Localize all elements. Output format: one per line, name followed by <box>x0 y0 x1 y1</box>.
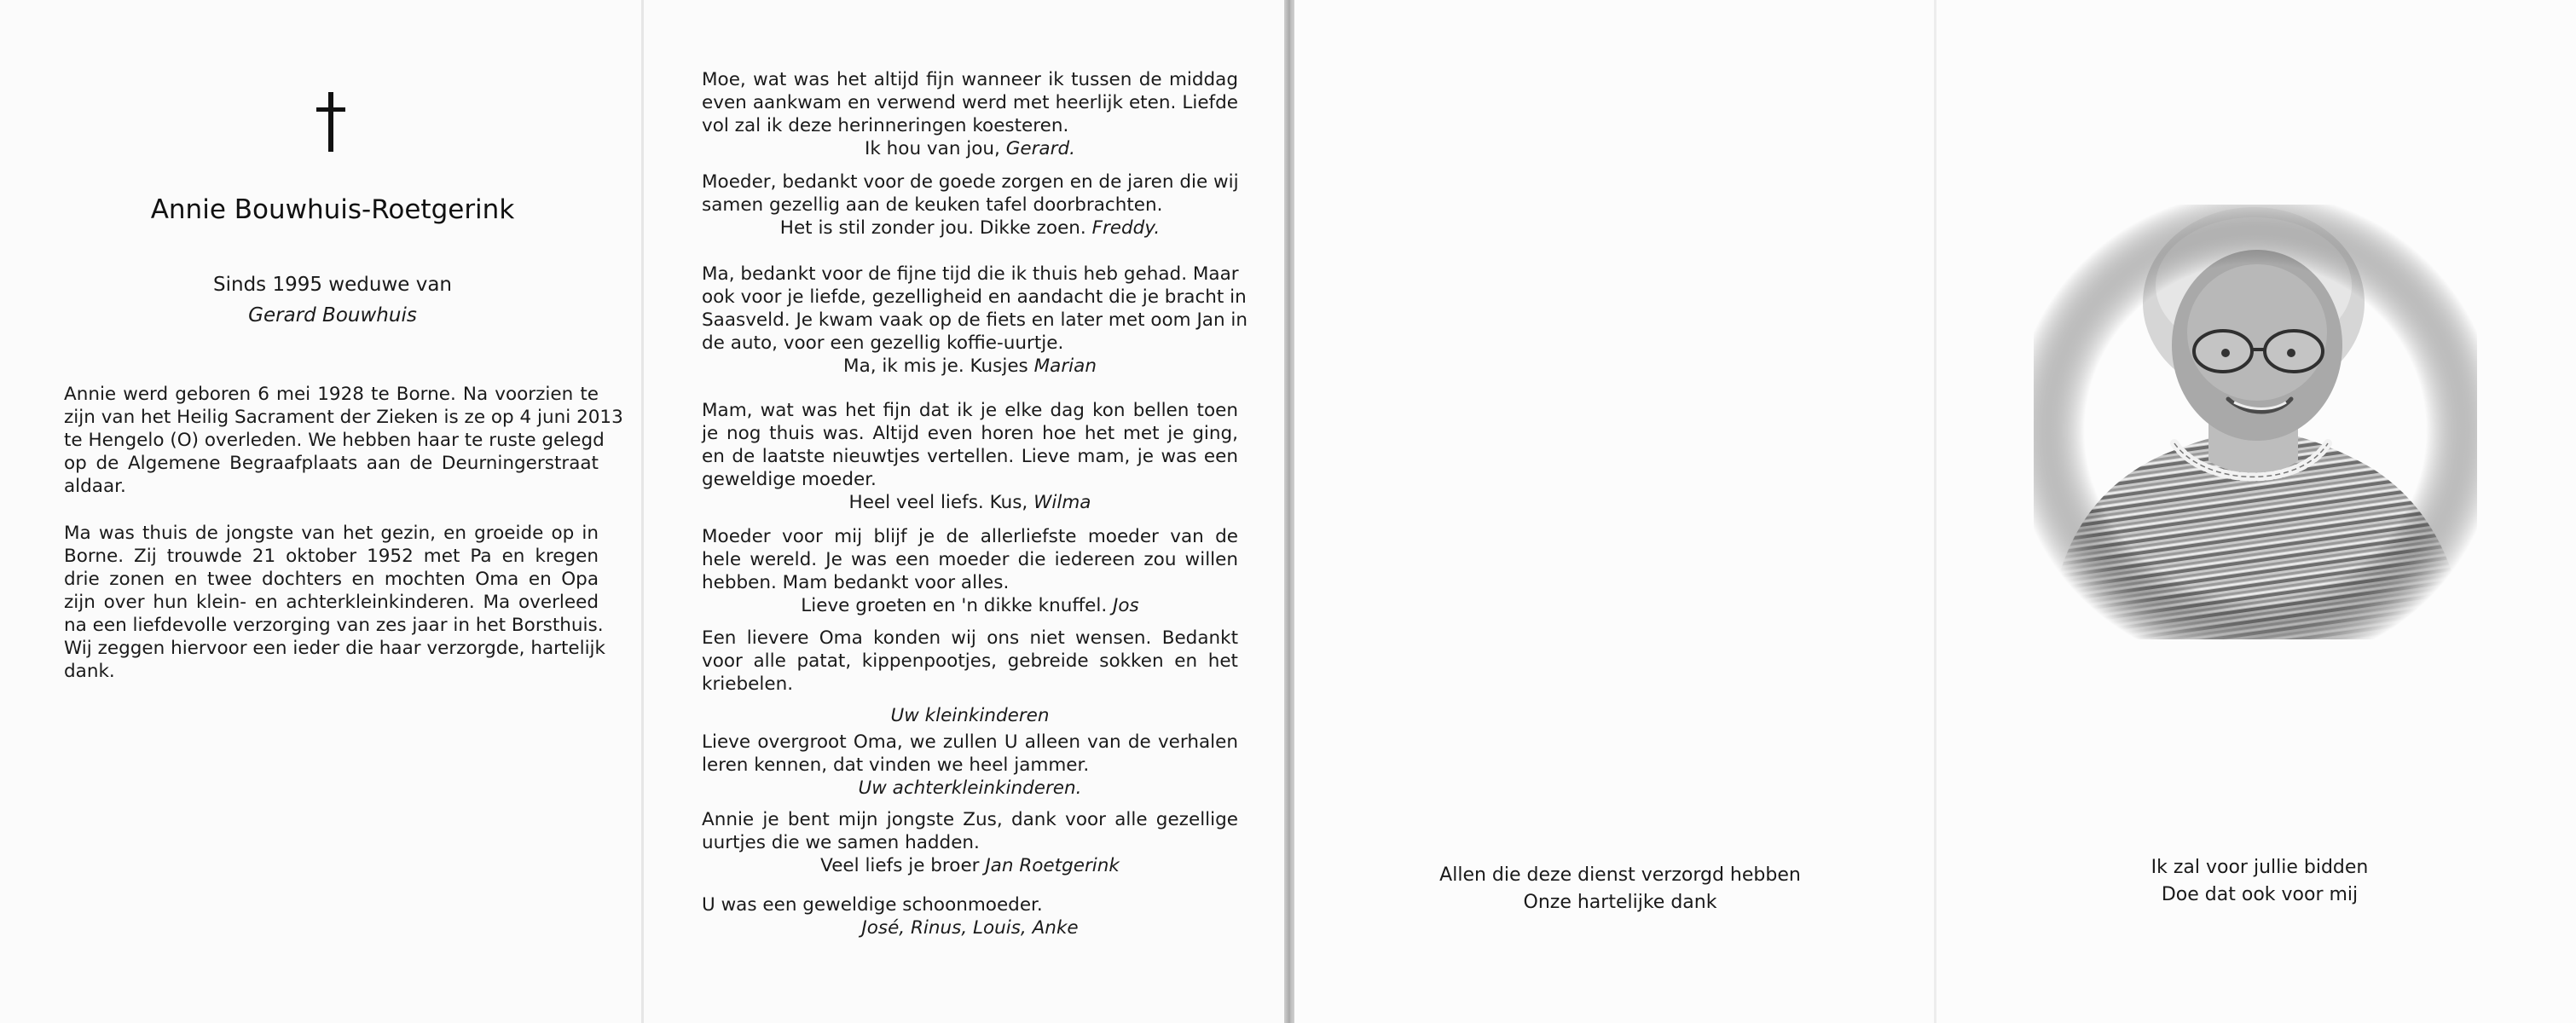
text-line: hebben. Mam bedankt voor alles. <box>702 572 1010 593</box>
message-signature: Uw kleinkinderen <box>890 705 1050 726</box>
biography-paragraph-2 <box>64 522 605 683</box>
text-line: even aankwam en verwend werd met heerlijk eten. Liefde <box>702 92 1238 113</box>
text-line: de auto, voor een gezellig koffie-uurtje. <box>702 332 1064 354</box>
text-line: zijn over hun klein- en achterkleinkinderen. Ma overleed <box>64 592 599 613</box>
text-line: aldaar. <box>64 476 126 497</box>
message-signature: Ik hou van jou, Gerard. <box>865 138 1075 159</box>
text-line: voor alle patat, kippenpootjes, gebreide sokken en het <box>702 650 1238 672</box>
widow-line: Sinds 1995 weduwe van <box>213 274 452 296</box>
text-line: Annie werd geboren 6 mei 1928 te Borne. Na voorzien te <box>64 384 599 405</box>
message-freddy <box>702 170 1238 240</box>
message-signature: José, Rinus, Louis, Anke <box>861 917 1079 939</box>
text-line: Saasveld. Je kwam vaak op de fiets en later met oom Jan in <box>702 309 1248 331</box>
text-line: Moeder, bedankt voor de goede zorgen en de jaren die wij <box>702 171 1239 193</box>
text-line: Ik zal voor jullie bidden <box>2151 857 2369 878</box>
text-line: samen gezellig aan de keuken tafel doorbrachten. <box>702 194 1163 216</box>
message-in-laws <box>702 893 1238 939</box>
message-gerard <box>702 68 1238 160</box>
text-line: leren kennen, dat vinden we heel jammer. <box>702 754 1090 776</box>
widow-notice <box>68 269 597 331</box>
biography-paragraph-1 <box>64 383 623 498</box>
text-line: Ma, bedankt voor de fijne tijd die ik thuis heb gehad. Maar <box>702 263 1239 285</box>
text-line: Mam, wat was het fijn dat ik je elke dag kon bellen toen <box>702 400 1238 421</box>
text-line: na een liefdevolle verzorging van zes jaar in het Borsthuis. <box>64 615 604 636</box>
message-signature: Het is stil zonder jou. Dikke zoen. Freddy. <box>779 217 1161 239</box>
text-line: op de Algemene Begraafplaats aan de Deurningerstraat <box>64 453 599 474</box>
text-line: hele wereld. Je was een moeder die iedereen zou willen <box>702 549 1238 570</box>
portrait-photo <box>2034 205 2477 639</box>
text-line: vol zal ik deze herinneringen koesteren. <box>702 115 1069 136</box>
text-line: Moeder voor mij blijf je de allerliefste moeder van de <box>702 526 1238 547</box>
fold-line <box>641 0 644 1023</box>
text-line: Allen die deze dienst verzorgd hebben <box>1439 864 1801 886</box>
deceased-name: Annie Bouwhuis-Roetgerink <box>150 194 515 225</box>
text-line: en de laatste nieuwtjes vertellen. Lieve mam, je was een <box>702 446 1238 467</box>
message-brother <box>702 808 1238 877</box>
text-line: ook voor je liefde, gezelligheid en aandacht die je bracht in <box>702 286 1247 308</box>
prayer-note <box>2081 854 2439 909</box>
text-line: Lieve overgroot Oma, we zullen U alleen van de verhalen <box>702 731 1238 753</box>
text-line: geweldige moeder. <box>702 469 877 490</box>
message-great-grandchildren <box>702 731 1238 800</box>
cross-icon <box>314 92 348 152</box>
message-grandchildren <box>702 627 1238 727</box>
text-line: dank. <box>64 661 115 682</box>
text-line: uurtjes die we samen hadden. <box>702 832 980 853</box>
text-line: Annie je bent mijn jongste Zus, dank voor alle gezellige <box>702 809 1238 830</box>
message-signature: Ma, ik mis je. Kusjes Marian <box>843 355 1097 377</box>
thanks-note <box>1433 862 1808 916</box>
husband-name: Gerard Bouwhuis <box>248 304 417 327</box>
text-line: Wij zeggen hiervoor een ieder die haar verzorgde, hartelijk <box>64 638 605 659</box>
message-wilma <box>702 399 1238 514</box>
message-signature: Veel liefs je broer Jan Roetgerink <box>820 855 1120 876</box>
text-line: je nog thuis was. Altijd even horen hoe het met je ging, <box>702 423 1238 444</box>
text-line: Moe, wat was het altijd fijn wanneer ik tussen de middag <box>702 69 1238 90</box>
message-signature: Lieve groeten en 'n dikke knuffel. Jos <box>801 595 1139 616</box>
message-jos <box>702 525 1238 617</box>
text-line: zijn van het Heilig Sacrament der Zieken is ze op 4 juni 2013 <box>64 407 623 428</box>
message-marian <box>702 263 1248 378</box>
text-line: te Hengelo (O) overleden. We hebben haar te ruste gelegd <box>64 430 605 451</box>
text-line: Onze hartelijke dank <box>1523 892 1717 913</box>
text-line: Ma was thuis de jongste van het gezin, en groeide op in <box>64 523 599 544</box>
text-line: U was een geweldige schoonmoeder. <box>702 894 1043 916</box>
fold-line <box>1934 0 1936 1023</box>
text-line: kriebelen. <box>702 673 794 695</box>
text-line: Borne. Zij trouwde 21 oktober 1952 met Pa en kregen <box>64 546 599 567</box>
text-line: Doe dat ook voor mij <box>2161 884 2359 905</box>
text-line: drie zonen en twee dochters en mochten Oma en Opa <box>64 569 599 590</box>
message-signature: Uw achterkleinkinderen. <box>858 777 1082 799</box>
message-signature: Heel veel liefs. Kus, Wilma <box>848 492 1091 513</box>
text-line: Een lievere Oma konden wij ons niet wensen. Bedankt <box>702 627 1238 649</box>
